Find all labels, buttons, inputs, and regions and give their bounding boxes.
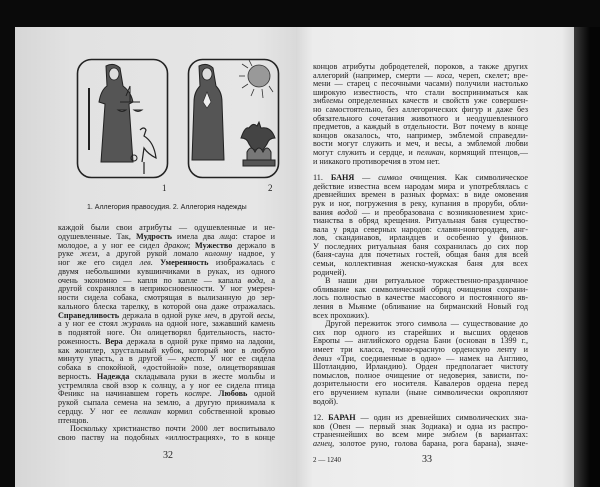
paragraph bbox=[313, 63, 528, 166]
italic-term: эмблем bbox=[442, 430, 468, 440]
text-run: свою паству на подобных «иллюстрациях», то в конце bbox=[58, 433, 275, 442]
text-run: обливание как символический обряд очищения сохрани- bbox=[313, 284, 528, 294]
italic-term: костре bbox=[184, 389, 210, 399]
bold-term: Мудрость bbox=[135, 231, 172, 241]
text-run: ления в Мьянме (обливание на бирманский Новый год bbox=[313, 302, 528, 312]
text-run: держала в одной руке bbox=[119, 310, 205, 320]
text-run: надвое, у bbox=[231, 249, 275, 259]
text-run: держало в bbox=[232, 240, 275, 250]
bold-term: БАНЯ bbox=[330, 173, 355, 183]
text-run: как жонглер, хрустальный кубок, который мог в любую bbox=[58, 345, 275, 355]
text-line bbox=[313, 398, 528, 407]
text-run: минуту упасть, а в другой — bbox=[58, 354, 182, 364]
text-run: , череп, скелет; вре- bbox=[452, 70, 528, 80]
printer-signature: 2 — 1240 bbox=[313, 456, 341, 464]
text-run: кального блеска тарелку, в которой она даже отражалась. bbox=[58, 301, 275, 311]
italic-term: дракон bbox=[164, 240, 189, 250]
text-run: каждой были свои атрибуты — одушевленные и не- bbox=[58, 223, 275, 232]
text-run: тианства в обряд крещения. Ритуальная баня существо- bbox=[313, 216, 528, 226]
text-run: Шотландию, Ирландию). Орден предполагает чистоту bbox=[313, 362, 528, 372]
text-run: лов, скандинавов, ирландцев и особенно у финнов. bbox=[313, 233, 528, 243]
text-run: семьи, коллективная женско-мужская баня для всех bbox=[313, 259, 528, 269]
italic-term: журавль bbox=[121, 319, 152, 329]
text-run: на одной ноге, зажавший камень bbox=[151, 319, 275, 329]
italic-term: коса bbox=[436, 70, 453, 80]
left-page bbox=[15, 27, 298, 487]
bold-term: Мужество bbox=[195, 240, 233, 250]
text-run: сих пор одного из старейших и высших орденов bbox=[313, 327, 528, 337]
italic-term: лев bbox=[139, 258, 151, 267]
text-run: очищения. Как символическое bbox=[402, 173, 528, 183]
text-run: . У ног ее сидела bbox=[202, 354, 275, 364]
text-run: Феникс на начинавшем гореть bbox=[58, 389, 185, 399]
text-run: вала у ряда северных народов: славян-новгородцев, анг- bbox=[313, 224, 528, 234]
text-run: Европы — английского ордена Бани (основан в 1399 г., bbox=[313, 336, 528, 346]
book-edge-shadow bbox=[574, 27, 600, 487]
text-run: складывала руки в жесте мольбы и bbox=[129, 371, 275, 381]
allegory-of-hope-illustration bbox=[187, 58, 281, 180]
page-number: 32 bbox=[163, 450, 173, 461]
text-line bbox=[58, 434, 275, 443]
text-run: всех прохожих). bbox=[313, 310, 370, 320]
text-run: в поднятой ноге. Он олицетворял бдительность, насто- bbox=[58, 328, 275, 337]
right-page bbox=[296, 27, 576, 487]
italic-term: водой bbox=[337, 207, 358, 217]
text-run: 11. bbox=[313, 173, 331, 183]
text-run: держала в одной руке прямо на ладони, bbox=[122, 336, 275, 346]
italic-term: пеликан bbox=[416, 147, 444, 157]
italic-term: меч bbox=[204, 310, 218, 320]
text-run: древнейших времен в разных формах: в виде омовения bbox=[313, 190, 528, 200]
text-run: мени — старец с песочными часами) получили настолько bbox=[313, 79, 528, 89]
paragraph bbox=[58, 425, 275, 443]
text-run: и никакого противоречия в этом нет. bbox=[313, 156, 440, 166]
text-run: , а другой рукой ломало bbox=[97, 249, 206, 259]
figure-number: 2 bbox=[268, 183, 273, 193]
text-run: его вручением купали (ныне символически окропляют bbox=[313, 387, 528, 397]
paragraph bbox=[58, 224, 275, 425]
paragraph bbox=[313, 277, 528, 320]
allegory-of-justice-illustration bbox=[76, 58, 170, 180]
italic-term: колонну bbox=[205, 249, 232, 259]
italic-term: весы bbox=[256, 310, 273, 320]
text-run: имела два bbox=[171, 231, 220, 241]
text-run: — и преобразована с возникновением хрис- bbox=[357, 207, 528, 217]
text-run: а у ног ее стоял bbox=[58, 319, 122, 329]
text-run: изображалась с bbox=[208, 258, 275, 267]
text-run: концов атрибуты добродетелей, пороков, а также других bbox=[313, 62, 528, 71]
text-run: рук и ног, погружения в реку, купания в проруби, обли- bbox=[313, 198, 528, 208]
italic-term: вода bbox=[247, 275, 264, 285]
right-page-text bbox=[313, 63, 528, 449]
text-run: но самостоятельно, без аллегорических фигур и даже без bbox=[313, 104, 528, 114]
bold-term: Любовь bbox=[218, 389, 248, 399]
italic-term: пеликан bbox=[133, 406, 161, 416]
text-run: ности сидела собака, смотрящая в вылизанную до зер- bbox=[58, 293, 275, 302]
italic-term: девиз bbox=[313, 353, 332, 363]
text-run: : старое и bbox=[235, 231, 275, 241]
text-run: роженность. bbox=[58, 336, 106, 346]
text-line bbox=[313, 389, 528, 398]
text-run: , золотое руно, голова барана, рога барана), значе- bbox=[332, 438, 528, 448]
text-run: одушевленные. Так, bbox=[58, 231, 136, 241]
text-run: двумя небольшими кувшинчиками в руках, из одного bbox=[58, 266, 275, 276]
italic-term: символ bbox=[378, 173, 403, 183]
page-number: 33 bbox=[422, 454, 432, 465]
text-run: могут служить и сердце, и bbox=[313, 147, 417, 157]
text-run: Поскольку христианство почти 2000 лет воспитывало bbox=[70, 424, 275, 434]
text-run: действие известна всем народам мира и употреблялась с bbox=[313, 181, 528, 191]
text-run: вости могут служить и меч, и весы, а эмблемой любви bbox=[313, 139, 528, 149]
bold-term: БАРАН bbox=[328, 413, 356, 423]
text-run: , в другой bbox=[217, 310, 257, 320]
text-run: широкую известность, что стали восприниматься как bbox=[313, 87, 528, 97]
text-run: — один из древнейших символических зна- bbox=[355, 413, 528, 423]
text-run: , кормящий птенцов,— bbox=[443, 147, 528, 157]
text-run: (в вариантах: bbox=[467, 430, 528, 440]
text-line bbox=[313, 440, 528, 449]
text-run: верность. bbox=[58, 371, 97, 381]
text-run: 12. bbox=[313, 413, 329, 423]
italic-term: эмблемы bbox=[313, 96, 344, 106]
text-run: ног же его сидел bbox=[58, 258, 140, 267]
text-run: одной bbox=[247, 389, 276, 399]
bold-term: Умеренность bbox=[160, 258, 209, 267]
paragraph bbox=[313, 174, 528, 277]
text-run: . bbox=[150, 258, 161, 267]
text-run: сердцу. У ног ее bbox=[58, 406, 134, 416]
text-run: (баня-сауна для почетных гостей, общая баня для всей bbox=[313, 250, 528, 260]
text-run: лось полностью в качестве массового и постоянного яв- bbox=[313, 293, 528, 303]
text-run: дозрительности его носителя. Кавалеров ордена перед bbox=[313, 379, 528, 389]
text-run: ков (Овен — первый знак Зодиака) и одна из распро- bbox=[313, 421, 528, 431]
italic-term: агнец bbox=[313, 438, 333, 448]
text-run: аллегорий (например, смерти — bbox=[313, 70, 437, 80]
text-run: вания bbox=[313, 207, 338, 217]
text-run: водой). bbox=[313, 396, 339, 406]
left-page-text bbox=[58, 224, 275, 443]
text-run: В наши дни ритуальное торжественно-праздничное bbox=[325, 276, 528, 286]
text-run: У последних ритуальная баня сохранилась до сих пор bbox=[313, 241, 528, 251]
text-run: руке bbox=[58, 249, 81, 259]
sun-icon bbox=[239, 60, 273, 98]
text-run: предметов, а каждый в отдельности. Вот почему в конце bbox=[313, 122, 528, 132]
text-run: очень экономно — капля по капле — капала bbox=[58, 275, 248, 285]
text-run: . bbox=[209, 389, 219, 399]
text-run: собака в спокойной, «достойной» позе, олицетворявшая bbox=[58, 363, 275, 372]
text-run: рукой сыпала семена на землю, а другую прижимала к bbox=[58, 398, 275, 407]
paragraph bbox=[313, 320, 528, 406]
italic-term: лица bbox=[219, 231, 236, 241]
text-run: помыслов, полное очищение от недоверия, зависти, по- bbox=[313, 370, 528, 380]
text-run: ; bbox=[188, 240, 196, 250]
text-line bbox=[58, 408, 275, 417]
text-run: , bbox=[272, 310, 275, 320]
text-run: имеет три класса, темно-красную орденскую ленту и bbox=[313, 345, 528, 354]
italic-term: крест bbox=[181, 354, 203, 364]
text-run: молодое, а у ног ее сидел bbox=[58, 240, 165, 250]
text-run: , а bbox=[263, 275, 276, 285]
text-run: кормил собственной кровью bbox=[160, 406, 275, 416]
text-run: другой сохранялся в неприкосновенности. У ног умерен- bbox=[58, 284, 275, 294]
italic-term: жезл bbox=[80, 249, 98, 259]
bold-term: Надежда bbox=[96, 371, 130, 381]
text-run: Другой пережиток этого символа — существование до bbox=[325, 319, 528, 329]
text-run: устремляла свой взор к солнцу, а у ног ее сидела птица bbox=[58, 380, 275, 390]
text-run: птенцов. bbox=[58, 415, 89, 425]
text-run: обязательного сочетания животного и неодушевленного bbox=[313, 113, 528, 123]
paragraph bbox=[313, 414, 528, 448]
bold-term: Справедливость bbox=[58, 310, 120, 320]
text-run: страненнейших во всем мире bbox=[313, 430, 443, 440]
figure-caption: 1. Аллегория правосудия. 2. Аллегория надежды bbox=[87, 204, 247, 211]
text-run: определенных качеств и свойств уже совершен- bbox=[343, 96, 528, 106]
text-run: — bbox=[354, 173, 379, 183]
text-run: «Три, соединенные в одно» — намек на Англию, bbox=[331, 353, 528, 363]
text-run: концов оказалось, что, например, эмблемой справедли- bbox=[313, 130, 528, 140]
text-run: родичей). bbox=[313, 267, 347, 277]
figure-number: 1 bbox=[162, 183, 167, 193]
text-line bbox=[313, 158, 528, 167]
bold-term: Вера bbox=[105, 336, 123, 346]
